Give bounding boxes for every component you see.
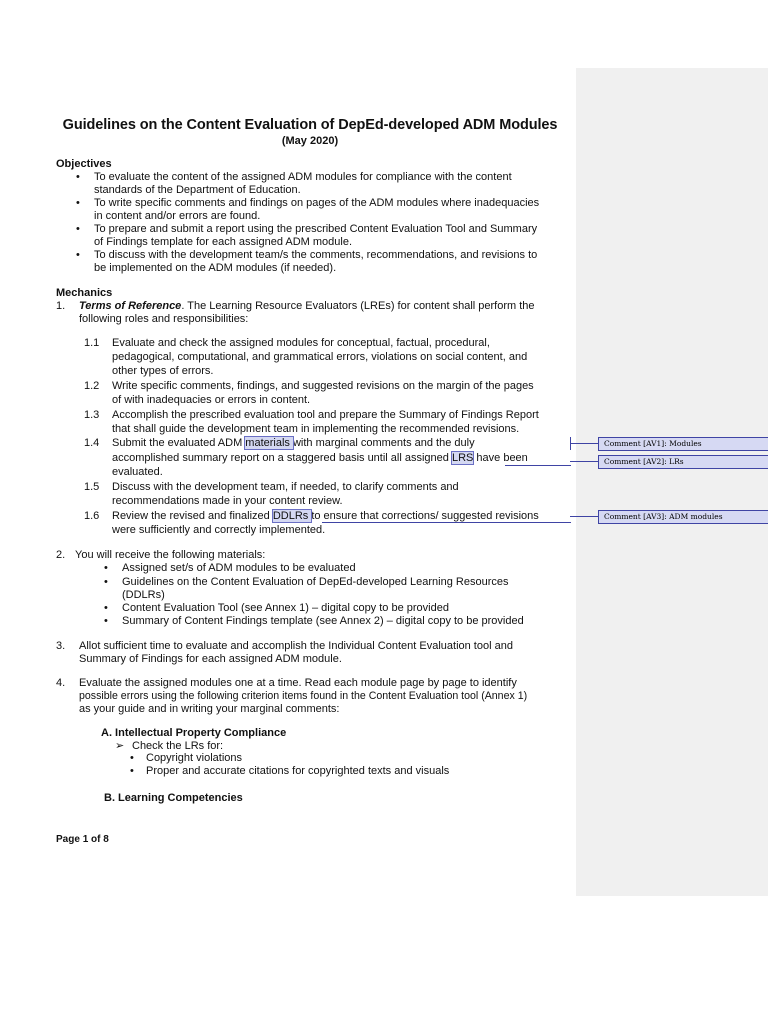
section-a-heading: A. Intellectual Property Compliance (101, 727, 287, 739)
objectives-heading: Objectives (56, 158, 112, 170)
objective-item-cont: be implemented on the ADM modules (if needed). (94, 262, 337, 274)
subitem-line: that shall guide the development team in implementing the recommended revisions. (112, 423, 520, 435)
page-number-footer: Page 1 of 8 (56, 834, 109, 845)
subitem-line: Accomplish the prescribed evaluation tool and prepare the Summary of Findings Report (112, 409, 539, 421)
terms-of-reference: Terms of Reference. The Learning Resource Evaluators (LREs) for content shall perform the (79, 300, 535, 312)
document-date: (May 2020) (281, 135, 339, 147)
bullet: • (104, 562, 108, 574)
check-item: Proper and accurate citations for copyrighted texts and visuals (146, 765, 450, 777)
comment-connector (322, 522, 571, 523)
section-b-heading: B. Learning Competencies (104, 792, 243, 804)
arrow-bullet-icon: ➢ (115, 740, 125, 752)
bullet: • (104, 602, 108, 614)
subitem-line: recommendations made in your content review. (112, 495, 343, 507)
materials-item: Content Evaluation Tool (see Annex 1) – digital copy to be provided (122, 602, 449, 614)
comment-av2[interactable]: Comment [AV2]: LRs (598, 455, 768, 469)
subitem-line: evaluated. (112, 466, 163, 478)
objective-item: To evaluate the content of the assigned ADM modules for compliance with the content (94, 171, 512, 183)
terms-of-reference-cont: following roles and responsibilities: (79, 313, 249, 325)
objective-item: To write specific comments and findings on pages of the ADM modules where inadequacies (94, 197, 540, 209)
item3-line: Summary of Findings for each assigned ADM module. (79, 653, 342, 665)
objective-item-cont: in content and/or errors are found. (94, 210, 261, 222)
subitem-line: other types of errors. (112, 365, 214, 377)
bullet: • (104, 576, 108, 588)
item-number: 1. (56, 300, 66, 312)
materials-item-cont: (DDLRs) (122, 589, 165, 601)
subitem-line: Review the revised and finalized DDLRs to ensure that corrections/ suggested revisions (112, 510, 539, 522)
bullet: • (76, 223, 80, 235)
objective-item: To prepare and submit a report using the prescribed Content Evaluation Tool and Summary (94, 223, 538, 235)
comment-margin-pane (576, 68, 768, 896)
objective-item-cont: of Findings template for each assigned ADM module. (94, 236, 353, 248)
comment-av3[interactable]: Comment [AV3]: ADM modules (598, 510, 768, 524)
subitem-number: 1.4 (84, 437, 100, 449)
bullet: • (130, 765, 134, 777)
subitem-number: 1.5 (84, 481, 100, 493)
bullet: • (76, 197, 80, 209)
check-item: Copyright violations (146, 752, 242, 764)
subitem-line: Submit the evaluated ADM materials with marginal comments and the duly (112, 437, 475, 449)
item4-line: as your guide and in writing your marginal comments: (79, 703, 340, 715)
comment-anchor-ddlrs[interactable]: DDLRs (272, 510, 312, 522)
bullet: • (104, 615, 108, 627)
document-title: Guidelines on the Content Evaluation of DepEd-developed ADM Modules (62, 117, 558, 133)
comment-connector (570, 443, 598, 444)
comment-connector (505, 465, 571, 466)
item3-line: Allot sufficient time to evaluate and accomplish the Individual Content Evaluation tool and (79, 640, 513, 652)
item-number: 4. (56, 677, 66, 689)
check-lrs-item: Check the LRs for: (132, 740, 224, 752)
subitem-line: accomplished summary report on a staggered basis until all assigned LRS have been (112, 452, 528, 464)
materials-item: Guidelines on the Content Evaluation of DepEd-developed Learning Resources (122, 576, 509, 588)
materials-item: Assigned set/s of ADM modules to be evaluated (122, 562, 356, 574)
subitem-line: Evaluate and check the assigned modules for conceptual, factual, procedural, (112, 337, 490, 349)
subitem-line: of with inadequacies or errors in content. (112, 394, 311, 406)
subitem-line: Discuss with the development team, if needed, to clarify comments and (112, 481, 459, 493)
comment-connector (570, 461, 598, 462)
item-number: 3. (56, 640, 66, 652)
bullet: • (76, 171, 80, 183)
comment-anchor-materials[interactable]: materials (245, 437, 293, 449)
comment-anchor-lrs[interactable]: LRS (451, 452, 474, 464)
objective-item: To discuss with the development team/s the comments, recommendations, and revisions to (94, 249, 538, 261)
materials-item: Summary of Content Findings template (see Annex 2) – digital copy to be provided (122, 615, 524, 627)
item-number: 2. (56, 549, 66, 561)
bullet: • (130, 752, 134, 764)
mechanics-heading: Mechanics (56, 287, 113, 299)
subitem-number: 1.2 (84, 380, 100, 392)
item2-text: You will receive the following materials: (75, 549, 266, 561)
comment-av1[interactable]: Comment [AV1]: Modules (598, 437, 768, 451)
bullet: • (76, 249, 80, 261)
subitem-number: 1.1 (84, 337, 100, 349)
subitem-number: 1.6 (84, 510, 100, 522)
subitem-line: pedagogical, computational, and grammatical errors, violations on social content, and (112, 351, 528, 363)
subitem-number: 1.3 (84, 409, 100, 421)
item4-line: Evaluate the assigned modules one at a time. Read each module page by page to identify (79, 677, 517, 689)
subitem-line: were sufficiently and correctly implemented. (112, 524, 326, 536)
item4-line: possible errors using the following criterion items found in the Content Evaluation tool (Annex 1) (79, 690, 528, 702)
subitem-line: Write specific comments, findings, and suggested revisions on the margin of the pages (112, 380, 534, 392)
objective-item-cont: standards of the Department of Education. (94, 184, 301, 196)
comment-connector (570, 516, 598, 517)
